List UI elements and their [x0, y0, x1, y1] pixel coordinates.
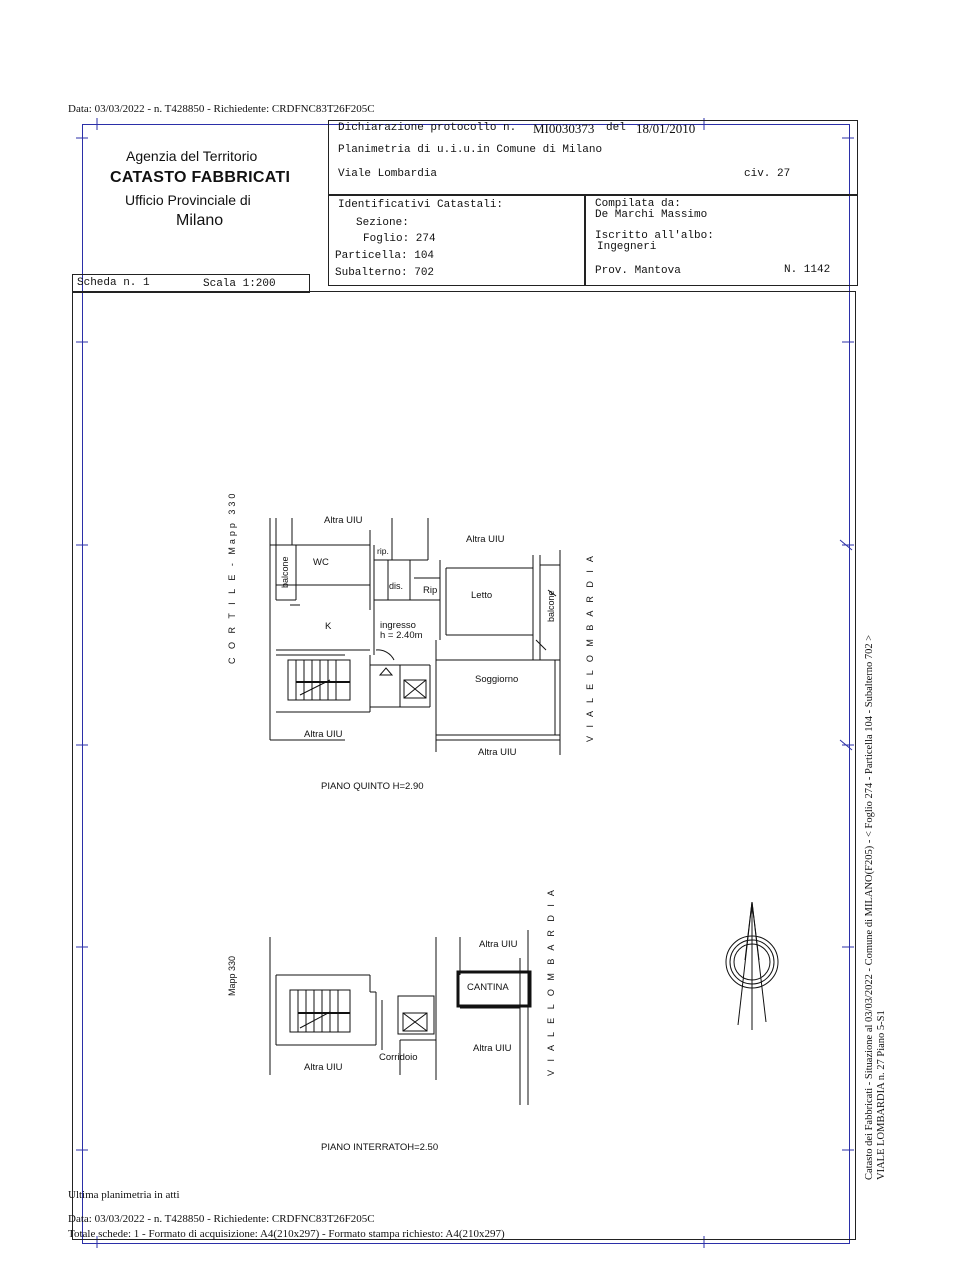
request-header: Data: 03/03/2022 - n. T428850 - Richiedente: CRDFNC83T26F205C	[68, 103, 375, 115]
declaration-label: Dichiarazione protocollo n.	[338, 122, 517, 134]
room-cantina: CANTINA	[467, 982, 509, 993]
room-wc: WC	[313, 557, 329, 568]
particella-field: Particella: 104	[335, 250, 435, 262]
room-ingresso: ingresso	[380, 620, 416, 631]
albo-label: Iscritto all'albo:	[595, 230, 714, 242]
room-dis: dis.	[389, 581, 404, 591]
lower-plan-caption: PIANO INTERRATOH=2.50	[321, 1142, 439, 1153]
footer-totale: Totale schede: 1 - Formato di acquisizione: A4(210x297) - Formato stampa richiesto: A4(210x297)	[68, 1228, 505, 1240]
planimetria-line: Planimetria di u.i.u.in Comune di Milano	[338, 144, 603, 156]
protocol-number: MI0030373	[533, 121, 595, 136]
upper-altra-bottom-right: Altra UIU	[478, 747, 517, 758]
viale-label-lower: V I A L E L O M B A R D I A	[546, 887, 556, 1076]
upper-altra-bottom-left: Altra UIU	[304, 729, 343, 740]
province-name: Milano	[176, 212, 224, 229]
lower-mapp-label: Mapp 330	[227, 955, 237, 996]
upper-plan-caption: PIANO QUINTO H=2.90	[321, 781, 424, 792]
albo-value: Ingegneri	[597, 241, 657, 253]
room-rip-small: rip.	[377, 546, 389, 556]
room-k: K	[325, 621, 332, 632]
ufficio-label: Ufficio Provinciale di	[125, 192, 251, 208]
compiler-label: Compilata da:	[595, 198, 681, 210]
room-soggiorno: Soggiorno	[475, 674, 519, 685]
upper-altra-top: Altra UIU	[324, 515, 363, 526]
footer-data: Data: 03/03/2022 - n. T428850 - Richiedente: CRDFNC83T26F205C	[68, 1213, 375, 1225]
street-name: Viale Lombardia	[338, 168, 438, 180]
lower-altra-right: Altra UIU	[473, 1043, 512, 1054]
civic-number: civ. 27	[744, 168, 791, 180]
subalterno-field: Subalterno: 702	[335, 267, 435, 279]
room-rip: Rip	[423, 585, 438, 596]
compiler-name: De Marchi Massimo	[595, 209, 708, 221]
declaration-date: 18/01/2010	[636, 121, 696, 136]
upper-altra-top-right: Altra UIU	[466, 534, 505, 545]
province-field: Prov. Mantova	[595, 265, 681, 277]
sezione-field: Sezione:	[356, 217, 409, 229]
agency-name: Agenzia del Territorio	[126, 148, 258, 164]
del-label: del	[606, 122, 626, 134]
balcone-right: balcone	[546, 590, 556, 622]
balcone-left: balcone	[280, 556, 290, 588]
lower-altra-left: Altra UIU	[304, 1062, 343, 1073]
catasto-title: CATASTO FABBRICATI	[110, 169, 291, 186]
viale-label-upper: V I A L E L O M B A R D I A	[585, 553, 595, 742]
cortile-label: C O R T I L E - Mapp 330	[227, 490, 237, 664]
identifiers-title: Identificativi Catastali:	[338, 199, 504, 211]
registration-number: N. 1142	[784, 264, 831, 276]
room-ingresso-height: h = 2.40m	[380, 630, 423, 641]
room-letto: Letto	[471, 590, 493, 601]
side-situation-text: Catasto dei Fabbricati - Situazione al 03/03/2022 - Comune di MILANO(F205) - < Foglio 274 - Particella 104 - Subalterno 702 >	[864, 634, 875, 1180]
lower-altra-top: Altra UIU	[479, 939, 518, 950]
side-address-text: VIALE LOMBARDIA n. 27 Piano 5-S1	[876, 1010, 887, 1180]
room-corridoio: Corridoio	[379, 1052, 418, 1063]
scheda-number: Scheda n. 1	[77, 277, 150, 289]
scheda-scale: Scala 1:200	[203, 278, 276, 290]
foglio-field: Foglio: 274	[363, 233, 436, 245]
footer-ultima: Ultima planimetria in atti	[68, 1189, 180, 1201]
